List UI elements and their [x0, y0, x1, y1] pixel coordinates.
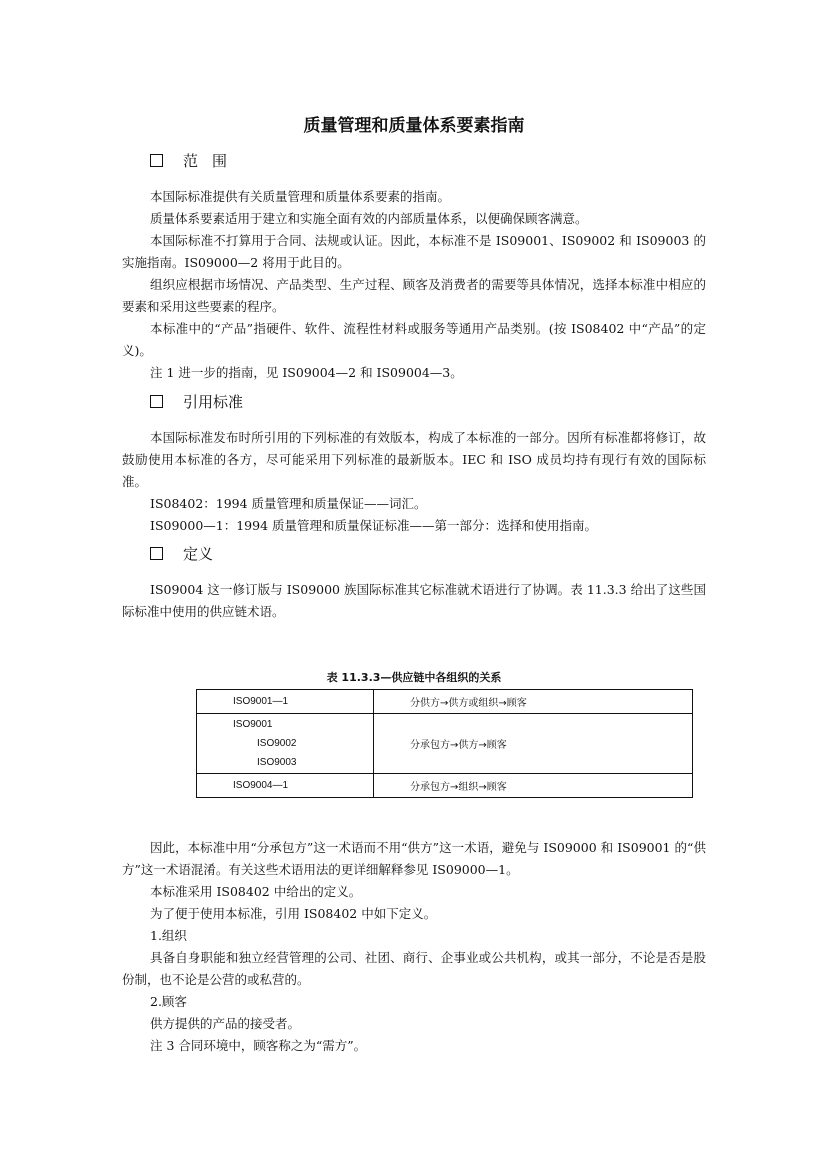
reference-item: IS08402：1994 质量管理和质量保证——词汇。	[150, 496, 427, 511]
standard-name: ISO9001	[233, 719, 273, 730]
table-row	[197, 714, 693, 774]
definition-term: 2.顾客	[150, 994, 187, 1009]
table-cell: 分承包方→组织→顾客	[374, 774, 693, 798]
paragraph: 质量体系要素适用于建立和实施全面有效的内部质量体系，以便确保顾客满意。	[150, 211, 588, 226]
definition-term: 1.组织	[150, 928, 187, 943]
section-heading-label: 引用标准	[183, 393, 244, 411]
table-cell	[197, 774, 374, 798]
reference-item: IS09000—1：1994 质量管理和质量保证标准——第一部分：选择和使用指南。	[150, 518, 598, 533]
standard-name: ISO9004—1	[233, 780, 289, 791]
table-cell: 分承包方→供方→顾客	[374, 714, 693, 774]
paragraph: 本国际标准提供有关质量管理和质量体系要素的指南。	[150, 189, 451, 204]
standard-name: ISO9003	[257, 757, 297, 768]
table-cell	[197, 714, 374, 774]
paragraph: IS09004 这一修订版与 IS09000 族国际标准其它标准就术语进行了协调。表 11.3.3 给出了这些国际标准中使用的供应链术语。	[122, 582, 706, 619]
standard-name: ISO9001—1	[233, 696, 289, 707]
note: 注 3 合同环境中，顾客称之为“需方”。	[150, 1038, 367, 1053]
section-heading-definitions	[150, 543, 213, 564]
paragraph: 本国际标准不打算用于合同、法规或认证。因此，本标准不是 IS09001、IS09002 和 IS09003 的实施指南。IS09000—2 将用于此目的。	[122, 233, 706, 270]
paragraph: 因此，本标准中用“分承包方”这一术语而不用“供方”这一术语，避免与 IS09000 和 IS09001 的“供方”这一术语混淆。有关这些术语用法的更详细解释参见 IS09000—1。	[122, 840, 706, 877]
document-title: 质量管理和质量体系要素指南	[303, 116, 525, 136]
paragraph: 本标准中的“产品”指硬件、软件、流程性材料或服务等通用产品类别。(按 IS08402 中“产品”的定义)。	[122, 321, 706, 358]
section-heading-references	[150, 391, 243, 412]
note: 注 1 进一步的指南，见 IS09004—2 和 IS09004—3。	[150, 365, 463, 380]
table-row	[197, 690, 693, 714]
definition-text: 具备自身职能和独立经营管理的公司、社团、商行、企事业或公共机构，或其一部分，不论是否是股份制，也不论是公营的或私营的。	[122, 950, 706, 987]
table-caption: 表 11.3.3—供应链中各组织的关系	[326, 671, 502, 684]
paragraph: 本标准采用 IS08402 中给出的定义。	[150, 884, 362, 899]
checkbox-square-icon	[150, 154, 163, 167]
paragraph: 本国际标准发布时所引用的下列标准的有效版本，构成了本标准的一部分。因所有标准都将修订，故鼓励使用本标准的各方，尽可能采用下列标准的最新版本。IEC 和 ISO 成员均持有现行有效的国际标准。	[122, 430, 706, 489]
table-cell: 分供方→供方或组织→顾客	[374, 690, 693, 714]
definition-text: 供方提供的产品的接受者。	[150, 1016, 301, 1031]
checkbox-square-icon	[150, 395, 163, 408]
section-heading-scope	[150, 150, 241, 171]
paragraph: 为了便于使用本标准，引用 IS08402 中如下定义。	[150, 906, 437, 921]
supply-chain-table	[196, 689, 693, 798]
checkbox-square-icon	[150, 547, 163, 560]
section-heading-label: 范围	[183, 152, 242, 170]
paragraph: 组织应根据市场情况、产品类型、生产过程、顾客及消费者的需要等具体情况，选择本标准中相应的要素和采用这些要素的程序。	[122, 277, 706, 314]
section-heading-label: 定义	[183, 545, 214, 563]
standard-name: ISO9002	[257, 738, 297, 749]
table-row	[197, 774, 693, 798]
table-cell	[197, 690, 374, 714]
